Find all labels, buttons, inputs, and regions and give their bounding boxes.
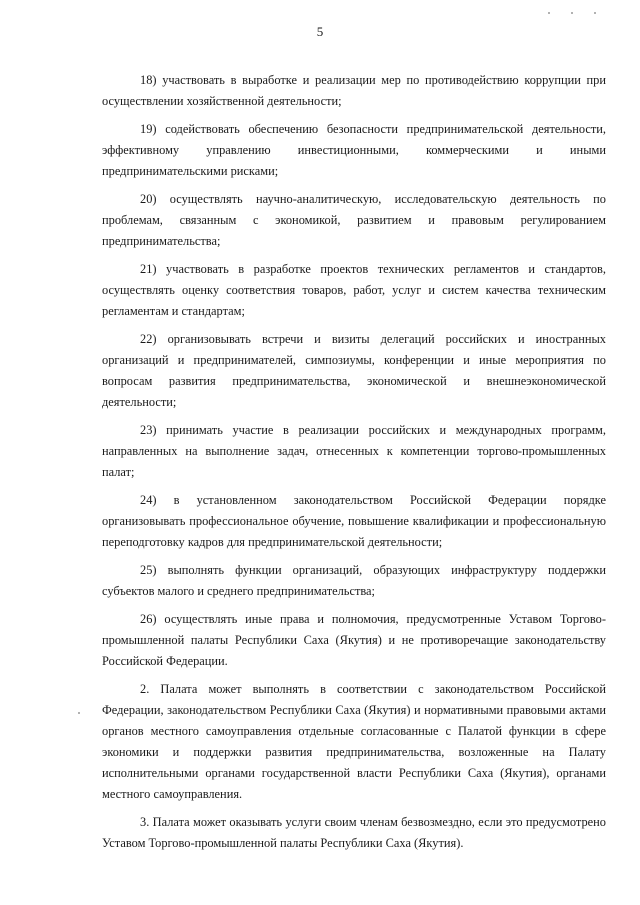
paragraph-item-23: 23) принимать участие в реализации российских и международных программ, направленных на выполнение задач, отнесенных к компетенции торгово-промышленных палат;: [102, 423, 606, 479]
scan-artifact-dot: [594, 12, 596, 14]
paragraph-item-19: 19) содействовать обеспечению безопасности предпринимательской деятельности, эффективному управлению инвестиционными, коммерческими и иными предпринимательскими рисками;: [102, 122, 606, 178]
scan-artifact-dot: [571, 12, 573, 14]
scan-artifact-dot: [548, 12, 550, 14]
scan-artifact-dot: [78, 712, 80, 714]
page-number: 5: [316, 24, 324, 39]
paragraph-item-25: 25) выполнять функции организаций, образующих инфраструктуру поддержки субъектов малого и среднего предпринимательства;: [102, 563, 606, 598]
document-body: [102, 70, 606, 861]
paragraph-item-21: 21) участвовать в разработке проектов технических регламентов и стандартов, осуществлять оценку соответствия товаров, работ, услуг и систем качества техническим регламентам и стандартам;: [102, 262, 606, 318]
paragraph-item-22: 22) организовывать встречи и визиты делегаций российских и иностранных организаций и предпринимателей, симпозиумы, конференции и иные мероприятия по вопросам развития предпринимательства, экономической и внешнеэкономической деятельности;: [102, 332, 606, 409]
paragraph-item-20: 20) осуществлять научно-аналитическую, исследовательскую деятельность по проблемам, связанным с экономикой, развитием и правовым регулированием предпринимательства;: [102, 192, 606, 248]
paragraph-clause-2: 2. Палата может выполнять в соответствии с законодательством Российской Федерации, законодательством Республики Саха (Якутия) и нормативными правовыми актами органов местного самоуправления отдельные согласованные с Палатой функции в сфере экономики и поддержки развития предпринимательства, возложенные на Палату исполнительными органами государственной власти Республики Саха (Якутия), органами местного самоуправления.: [102, 682, 606, 801]
paragraph-item-18: 18) участвовать в выработке и реализации мер по противодействию коррупции при осуществлении хозяйственной деятельности;: [102, 73, 606, 108]
paragraph-clause-3: 3. Палата может оказывать услуги своим членам безвозмездно, если это предусмотрено Уставом Торгово-промышленной палаты Республики Саха (Якутия).: [102, 815, 606, 850]
paragraph-item-24: 24) в установленном законодательством Российской Федерации порядке организовывать профессиональное обучение, повышение квалификации и профессиональную переподготовку кадров для предпринимательской деятельности;: [102, 493, 606, 549]
paragraph-item-26: 26) осуществлять иные права и полномочия, предусмотренные Уставом Торгово-промышленной палаты Республики Саха (Якутия) и не противоречащие законодательству Российской Федерации.: [102, 612, 606, 668]
